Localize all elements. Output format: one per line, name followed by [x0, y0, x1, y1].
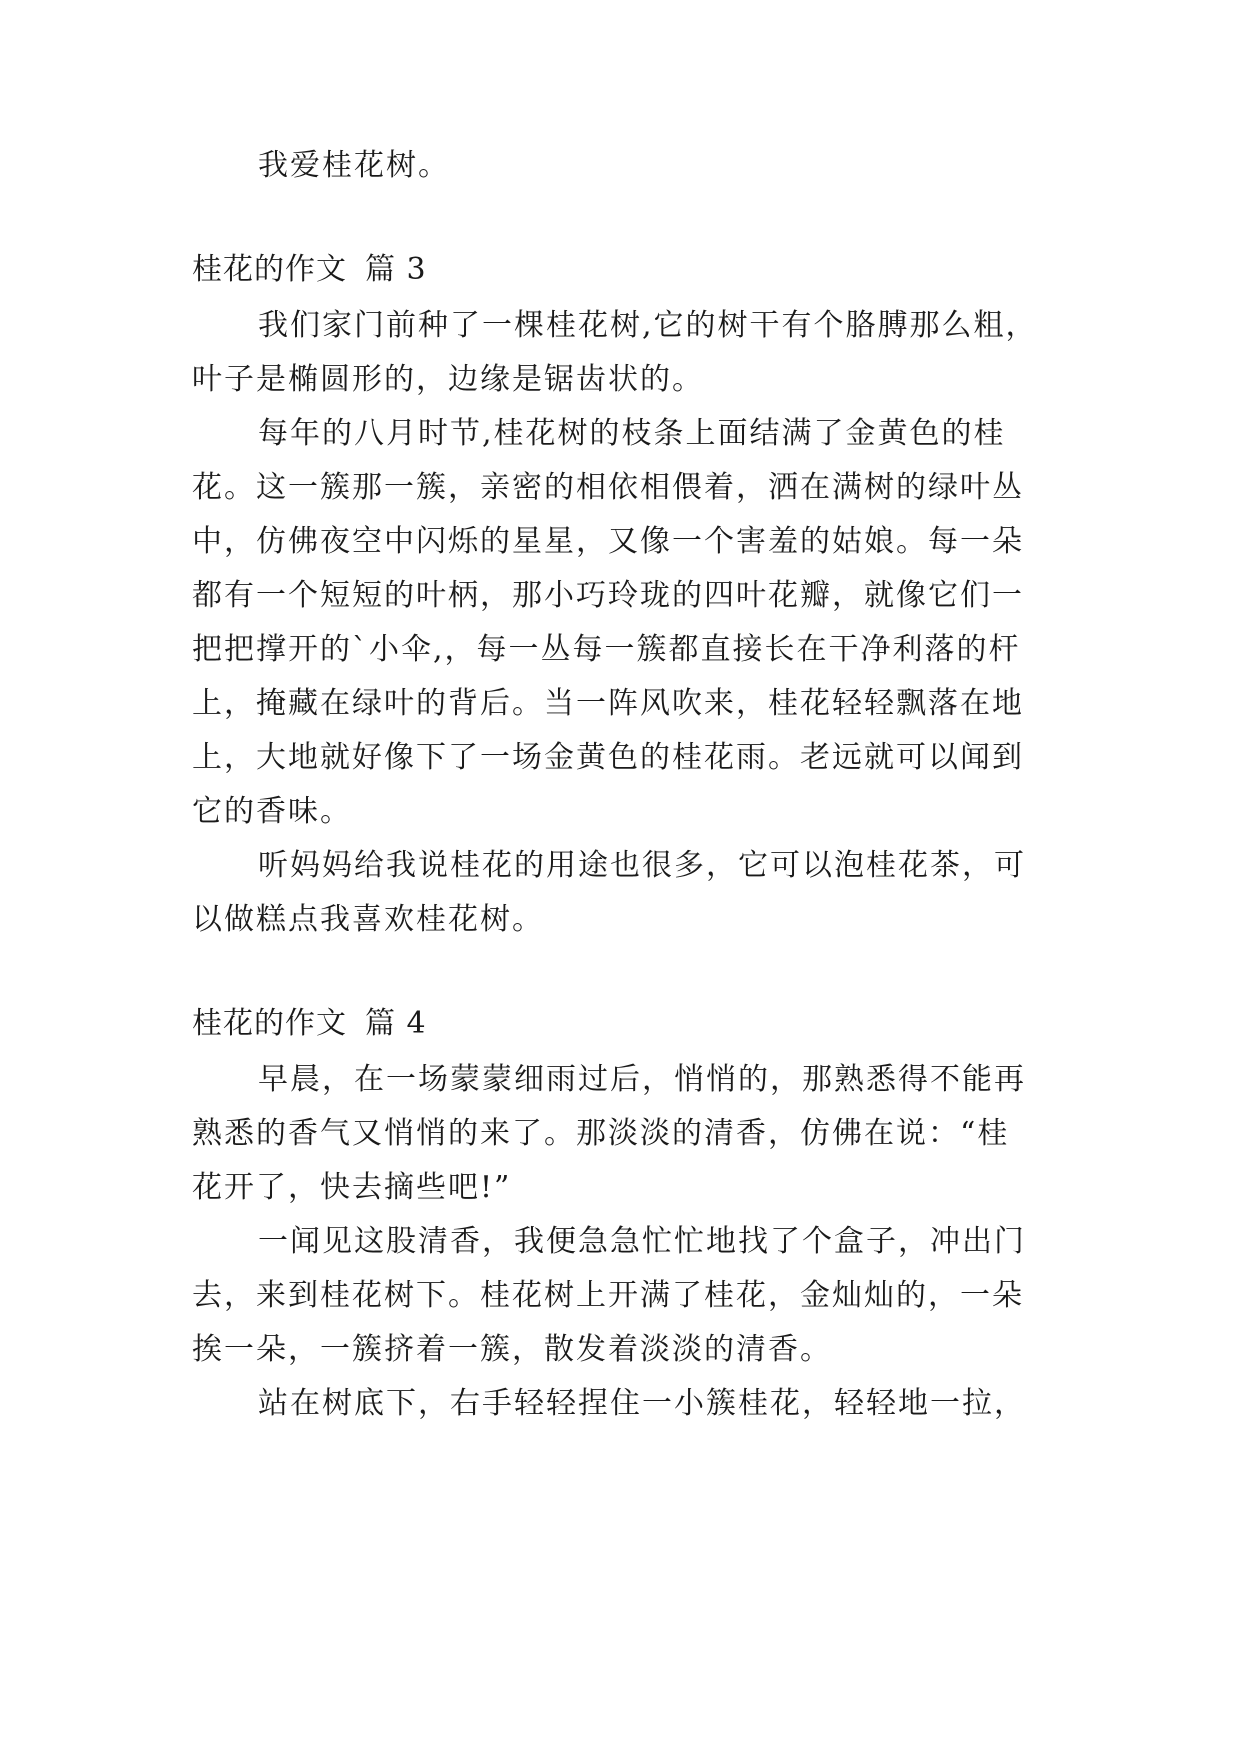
section-heading-3: [192, 250, 427, 290]
paragraph-line: 以做糕点我喜欢桂花树。: [192, 902, 544, 937]
paragraph-line: 熟悉的香气又悄悄的来了。那淡淡的清香，仿佛在说：“桂: [192, 1116, 1010, 1151]
paragraph-line: 把把撑开的`小伞,，每一丛每一簇都直接长在干净利落的杆: [192, 632, 1021, 667]
paragraph-line: 都有一个短短的叶柄，那小巧玲珑的四叶花瓣，就像它们一: [192, 578, 1024, 613]
paragraph-line: 听妈妈给我说桂花的用途也很多，它可以泡桂花茶，可: [258, 848, 1026, 883]
section-heading-4: [192, 1004, 427, 1044]
paragraph-line: 早晨，在一场蒙蒙细雨过后，悄悄的，那熟悉得不能再: [258, 1062, 1026, 1097]
paragraph-line: 花开了，快去摘些吧!”: [192, 1170, 512, 1205]
paragraph-line: 一闻见这股清香，我便急急忙忙地找了个盒子，冲出门: [258, 1224, 1026, 1259]
paragraph-line: 每年的八月时节,桂花树的枝条上面结满了金黄色的桂: [258, 416, 1006, 451]
paragraph-line: 挨一朵，一簇挤着一簇，散发着淡淡的清香。: [192, 1332, 832, 1367]
paragraph-line: 站在树底下，右手轻轻捏住一小簇桂花，轻轻地一拉，: [258, 1386, 1026, 1421]
section-number: 篇 3: [365, 252, 427, 287]
paragraph-line: 它的香味。: [192, 794, 352, 829]
opening-line: 我爱桂花树。: [258, 148, 450, 183]
section-number: 篇 4: [365, 1006, 427, 1041]
paragraph-line: 上，掩藏在绿叶的背后。当一阵风吹来，桂花轻轻飘落在地: [192, 686, 1024, 721]
section-title: 桂花的作文: [192, 252, 347, 287]
section-title: 桂花的作文: [192, 1006, 347, 1041]
paragraph-line: 上，大地就好像下了一场金黄色的桂花雨。老远就可以闻到: [192, 740, 1024, 775]
paragraph-line: 我们家门前种了一棵桂花树,它的树干有个胳膊那么粗，: [258, 308, 1038, 343]
paragraph-line: 叶子是椭圆形的，边缘是锯齿状的。: [192, 362, 704, 397]
paragraph-line: 去，来到桂花树下。桂花树上开满了桂花，金灿灿的，一朵: [192, 1278, 1024, 1313]
paragraph-line: 花。这一簇那一簇，亲密的相依相偎着，洒在满树的绿叶丛: [192, 470, 1024, 505]
paragraph-line: 中，仿佛夜空中闪烁的星星，又像一个害羞的姑娘。每一朵: [192, 524, 1024, 559]
